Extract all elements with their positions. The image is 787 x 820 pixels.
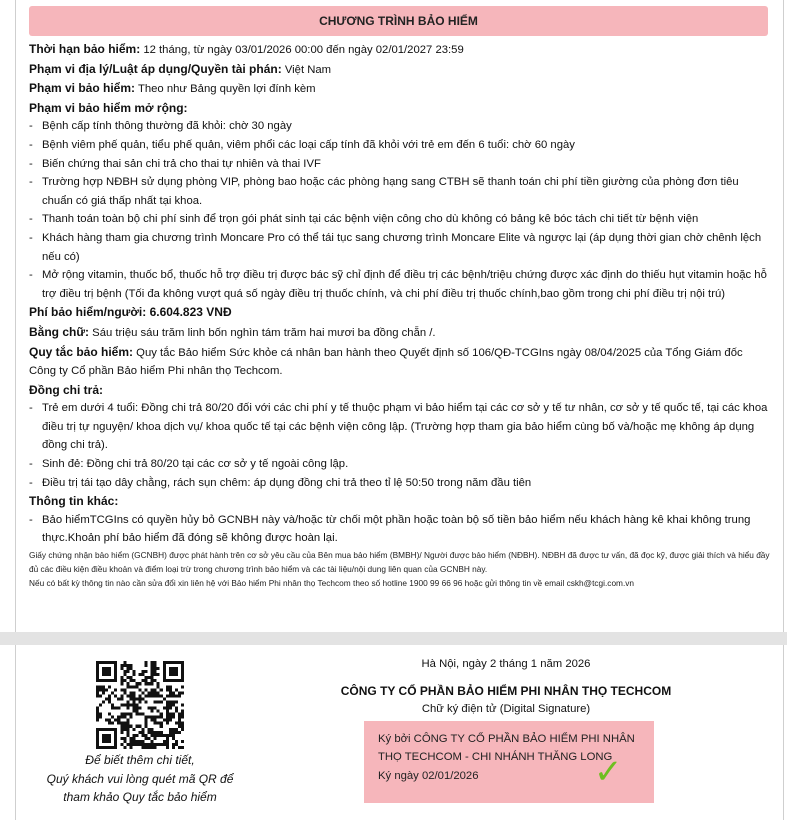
other-info-list	[29, 511, 771, 548]
certificate-body	[29, 40, 771, 590]
list-item: - Sinh đẻ: Đồng chi trả 80/20 tại các cơ sở y tế ngoài công lập.	[29, 455, 771, 474]
copay-list	[29, 399, 771, 492]
list-item: - Biến chứng thai sản chi trả cho thai tự nhiên và thai IVF	[29, 155, 771, 174]
term-label: Thời hạn bảo hiểm:	[29, 42, 141, 56]
program-title-banner: CHƯƠNG TRÌNH BẢO HIỂM	[29, 6, 768, 36]
certificate-page	[15, 0, 784, 632]
signed-by: Ký bởi CÔNG TY CỔ PHẦN BẢO HIỂM PHI NHÂN THỌ TECHCOM - CHI NHÁNH THĂNG LONG	[378, 733, 635, 764]
scope-row	[29, 79, 771, 99]
signature-title: Chữ ký điện tử (Digital Signature)	[421, 703, 591, 715]
premium-row	[29, 303, 771, 323]
digital-signature-box	[364, 721, 654, 803]
qr-caption: Để biết thêm chi tiết, Quý khách vui lòng quét mã QR để tham khảo Quy tắc bảo hiểm	[46, 753, 234, 804]
list-item: - Bệnh viêm phế quản, tiểu phế quản, viêm phổi các loại cấp tính đã khỏi với trẻ em đến 6 tuổi: chờ 60 ngày	[29, 136, 771, 155]
geo-scope-value: Việt Nam	[281, 63, 332, 76]
rules-label: Quy tắc bảo hiểm:	[29, 344, 134, 359]
list-item: - Điều trị tái tạo dây chằng, rách sụn chêm: áp dụng đồng chi trả theo tỉ lệ 50:50 trong năm đầu tiên	[29, 474, 771, 493]
other-info-heading: Thông tin khác:	[29, 494, 119, 509]
copay-heading: Đồng chi trả:	[29, 382, 103, 397]
extended-scope-heading: Phạm vi bảo hiểm mở rộng:	[29, 100, 188, 115]
qr-code[interactable]	[96, 661, 184, 749]
term-value: 12 tháng, từ ngày 03/01/2026 00:00 đến ngày 02/01/2027 23:59	[140, 44, 464, 56]
rules-row	[29, 343, 771, 381]
signature-header	[321, 655, 691, 718]
scope-label: Phạm vi bảo hiểm:	[29, 81, 136, 96]
extended-scope-list	[29, 117, 771, 303]
premium-value: 6.604.823 VNĐ	[146, 305, 232, 320]
scope-value: Theo như Bảng quyền lợi đính kèm	[135, 83, 316, 96]
company-name: CÔNG TY CỔ PHẦN BẢO HIỂM PHI NHÂN THỌ TECHCOM	[340, 684, 672, 698]
signature-page	[15, 645, 784, 820]
list-item: - Trẻ em dưới 4 tuổi: Đồng chi trả 80/20 đối với các chi phí y tế thuộc phạm vi bảo hiểm tại các cơ sở y tế tư nhân, cơ sở y tế quốc tế, tại các khoa điều trị tự nguyện/ khoa dịch vụ/ khoa quốc tế tại các bệnh viện công lập. (Trường hợp tham gia bảo hiểm cùng bố và/hoặc mẹ không áp dụng đồng chi trả).	[29, 399, 771, 455]
rules-value: Quy tắc Bảo hiểm Sức khỏe cá nhân ban hành theo Quyết định số 106/QĐ-TCGIns ngày 08/04/2025 của Tổng Giám đốc Công ty Cổ phần Bảo hiểm Phi nhân thọ Techcom.	[29, 346, 743, 378]
list-item: - Khách hàng tham gia chương trình Moncare Pro có thể tái tục sang chương trình Moncare Elite và ngược lại (áp dụng thời gian chờ chênh lệch nếu có)	[29, 229, 771, 266]
in-words-row	[29, 323, 771, 343]
list-item: - Bảo hiểmTCGIns có quyền hủy bỏ GCNBH này và/hoặc từ chối một phần hoặc toàn bộ số tiền bảo hiểm nếu khách hàng kê khai không trung thực.Khoản phí bảo hiểm đã đóng sẽ không được hoàn lại.	[29, 511, 771, 548]
list-item: - Mở rộng vitamin, thuốc bổ, thuốc hỗ trợ điều trị được bác sỹ chỉ định để điều trị các bệnh/triệu chứng được xác định do thiếu hụt vitamin hoặc hỗ trợ điều trị bệnh (Tối đa không vượt quá số ngày điều trị thuốc chính, và chi phí điều trị thuốc chính,bao gồm trong chi phí điều trị nội trú)	[29, 266, 771, 303]
term-row	[29, 40, 771, 60]
check-icon: ✓	[594, 753, 623, 791]
issue-date: Hà Nội, ngày 2 tháng 1 năm 2026	[421, 658, 591, 670]
list-item: - Trường hợp NĐBH sử dụng phòng VIP, phòng bao hoặc các phòng hạng sang CTBH sẽ thanh toán chi phí tiền giường của phòng đơn tiêu chuẩn có giá thấp nhất tại khoa.	[29, 173, 771, 210]
geo-scope-label: Phạm vi địa lý/Luật áp dụng/Quyền tài phán:	[29, 61, 282, 76]
page-separator	[0, 632, 787, 645]
geo-scope-row	[29, 60, 771, 80]
in-words-label: Bằng chữ:	[29, 324, 90, 339]
footnote: Giấy chứng nhận bảo hiểm (GCNBH) được phát hành trên cơ sở yêu cầu của Bên mua bảo hiểm (BMBH)/ Người được bảo hiểm (NĐBH). NĐBH đã được tư vấn, đã đọc kỹ, được giải thích và hiểu đầy đủ các điều kiện điều khoản và điểm loại trừ trong chương trình bảo hiểm và các tài liệu/nội dung liên quan của GCNBH này.	[29, 550, 770, 575]
list-item: - Thanh toán toàn bộ chi phí sinh để trọn gói phát sinh tại các bệnh viện công cho dù không có bảng kê bóc tách chi tiết từ bệnh viện	[29, 210, 771, 229]
signed-date: Ký ngày 02/01/2026	[378, 769, 479, 782]
footnote: Nếu có bất kỳ thông tin nào cần sửa đổi xin liên hệ với Bảo hiểm Phi nhân thọ Techcom theo số hotline 1900 99 66 96 hoặc gửi thông tin về email cskh@tcgi.com.vn	[29, 578, 635, 589]
in-words-value: Sáu triệu sáu trăm linh bốn nghìn tám trăm hai mươi ba đồng chẵn /.	[89, 326, 436, 339]
premium-label: Phí bảo hiểm/người:	[29, 305, 147, 320]
list-item: - Bệnh cấp tính thông thường đã khỏi: chờ 30 ngày	[29, 117, 771, 136]
